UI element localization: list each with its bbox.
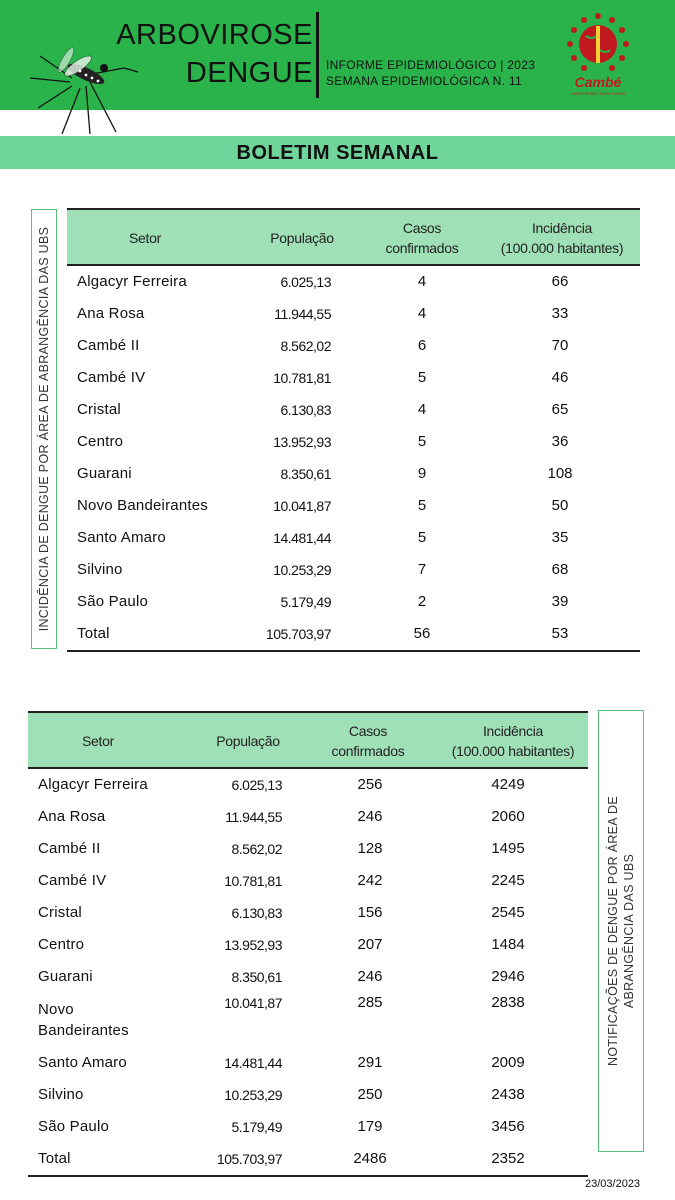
cell-incidencia: 108: [547, 465, 573, 482]
cell-populacao: 8.350,61: [231, 969, 282, 985]
cell-setor: Silvino: [38, 1086, 84, 1103]
table-row: [28, 1111, 588, 1143]
notifications-table: [28, 711, 588, 1177]
table-row: [28, 897, 588, 929]
cell-populacao: 11.944,55: [225, 809, 282, 825]
col-header-casos-line1: Casos: [348, 723, 388, 739]
col-header-casos: [362, 210, 482, 266]
table1-side-label: INCIDÊNCIA DE DENGUE POR ÁREA DE ABRANGÊNCIA DAS UBS: [37, 226, 51, 632]
cell-casos: 207: [357, 936, 383, 953]
cell-setor: Cambé II: [77, 337, 140, 354]
cell-populacao: 8.350,61: [280, 466, 331, 482]
logo-subtext: UM GOVERNO PARA TODOS: [570, 91, 626, 96]
table-header: [67, 208, 640, 266]
col-header-incidencia: [487, 210, 637, 266]
cell-casos: 250: [357, 1086, 383, 1103]
table-row: [67, 586, 640, 618]
cell-incidencia: 53: [551, 625, 569, 642]
cell-setor: Centro: [38, 936, 85, 953]
table2-side-label-box: [598, 710, 644, 1152]
cell-setor: Centro: [77, 433, 124, 450]
cell-casos: 246: [357, 968, 383, 985]
cell-casos: 246: [357, 808, 383, 825]
cell-incidencia: 2838: [491, 994, 525, 1011]
table-row: [28, 1079, 588, 1111]
table-row-total: [28, 1143, 588, 1175]
cell-populacao: 8.562,02: [280, 338, 331, 354]
cell-populacao: 10.041,87: [224, 995, 282, 1011]
col-header-casos-line2: confirmados: [385, 240, 459, 256]
report-date: 23/03/2023: [585, 1178, 641, 1190]
cell-setor: Santo Amaro: [77, 529, 166, 546]
cell-incidencia: 68: [551, 561, 569, 578]
cell-setor: Total: [77, 625, 110, 642]
header-bar: [0, 0, 675, 110]
cell-populacao: 5.179,49: [280, 594, 331, 610]
cell-incidencia: 35: [551, 529, 569, 546]
cell-setor: Santo Amaro: [38, 1054, 127, 1071]
col-header-casos-line2: confirmados: [331, 743, 405, 759]
table-row: [67, 554, 640, 586]
cell-populacao: 10.041,87: [273, 498, 331, 514]
table-row: [67, 298, 640, 330]
cell-incidencia: 2946: [491, 968, 525, 985]
cell-populacao: 6.130,83: [231, 905, 282, 921]
logo-text: Cambé: [574, 74, 622, 90]
table-row: [67, 426, 640, 458]
cell-populacao: 14.481,44: [273, 530, 331, 546]
bulletin-banner: BOLETIM SEMANAL: [0, 136, 675, 169]
cell-setor: São Paulo: [38, 1118, 110, 1135]
table-row: [67, 490, 640, 522]
cell-casos: 2: [417, 593, 427, 610]
cell-casos: 291: [357, 1054, 383, 1071]
cell-populacao: 5.179,49: [231, 1119, 282, 1135]
cell-casos: 242: [357, 872, 383, 889]
cell-setor: Ana Rosa: [38, 808, 106, 825]
cell-populacao: 11.944,55: [274, 306, 331, 322]
report-info: [326, 57, 535, 89]
cell-populacao: 6.025,13: [280, 274, 331, 290]
cell-setor: Guarani: [77, 465, 132, 482]
table-row: [28, 1047, 588, 1079]
cell-casos: 128: [357, 840, 383, 857]
cell-incidencia: 50: [551, 497, 569, 514]
cell-setor: Cambé IV: [38, 872, 107, 889]
title-divider: [316, 12, 319, 98]
cell-casos: 4: [417, 305, 427, 322]
cell-populacao: 10.781,81: [224, 873, 282, 889]
cell-casos: 5: [417, 529, 427, 546]
incidence-table: [67, 208, 640, 652]
cell-populacao: 14.481,44: [224, 1055, 282, 1071]
cell-incidencia: 33: [551, 305, 569, 322]
cell-populacao: 10.253,29: [224, 1087, 282, 1103]
col-header-populacao: População: [216, 733, 280, 749]
cell-casos: 5: [417, 497, 427, 514]
cell-populacao: 13.952,93: [224, 937, 282, 953]
cell-populacao: 105.703,97: [265, 626, 331, 642]
cell-casos: 156: [357, 904, 383, 921]
table-row: [67, 522, 640, 554]
table1-side-label-box: [31, 209, 57, 649]
cell-incidencia: 2009: [491, 1054, 525, 1071]
col-header-incidencia-line1: Incidência: [531, 220, 593, 236]
col-header-incidencia: [438, 713, 588, 769]
col-header-casos: [308, 713, 428, 769]
table-row: [67, 362, 640, 394]
cell-setor: Ana Rosa: [77, 305, 145, 322]
col-header-incidencia-line2: (100.000 habitantes): [451, 743, 575, 759]
title-dengue: DENGUE: [185, 57, 313, 89]
col-header-populacao: População: [270, 230, 334, 246]
cell-setor: Guarani: [38, 968, 93, 985]
cell-casos: 6: [417, 337, 427, 354]
cell-incidencia: 36: [551, 433, 569, 450]
col-header-setor: Setor: [129, 230, 161, 246]
cell-setor: Cristal: [77, 401, 121, 418]
cell-casos: 56: [413, 625, 431, 642]
cell-setor: Cambé II: [38, 840, 101, 857]
cell-populacao: 10.253,29: [273, 562, 331, 578]
report-info-line1: INFORME EPIDEMIOLÓGICO | 2023: [326, 58, 536, 72]
col-header-setor: Setor: [82, 733, 114, 749]
table-body: [67, 266, 640, 652]
table-row: [28, 929, 588, 961]
table-row-total: [67, 618, 640, 650]
cell-setor: Cristal: [38, 904, 82, 921]
cell-populacao: 8.562,02: [231, 841, 282, 857]
table-row: [67, 330, 640, 362]
cell-setor: Novo Bandeirantes: [38, 1001, 129, 1039]
cell-setor: Silvino: [77, 561, 123, 578]
cell-casos: 5: [417, 369, 427, 386]
cell-populacao: 13.952,93: [273, 434, 331, 450]
cell-casos: 179: [357, 1118, 383, 1135]
col-header-incidencia-line2: (100.000 habitantes): [500, 240, 624, 256]
cell-incidencia: 66: [551, 273, 569, 290]
cell-incidencia: 39: [551, 593, 569, 610]
table-body: [28, 769, 588, 1177]
cell-incidencia: 2352: [491, 1150, 525, 1167]
table-row: [28, 801, 588, 833]
cell-setor: São Paulo: [77, 593, 149, 610]
cell-populacao: 105.703,97: [216, 1151, 282, 1167]
cell-incidencia: 3456: [491, 1118, 525, 1135]
cell-incidencia: 2245: [491, 872, 525, 889]
cell-casos: 4: [417, 401, 427, 418]
cell-casos: 256: [357, 776, 383, 793]
cell-setor: Total: [38, 1150, 71, 1167]
table-row: [28, 833, 588, 865]
table-row: [67, 266, 640, 298]
cell-casos: 4: [417, 273, 427, 290]
cell-incidencia: 65: [551, 401, 569, 418]
table-row: [28, 993, 588, 1047]
cell-setor: Cambé IV: [77, 369, 146, 386]
cell-setor: Novo Bandeirantes: [77, 497, 208, 514]
cell-casos: 9: [417, 465, 427, 482]
cell-casos: 5: [417, 433, 427, 450]
table-row: [28, 865, 588, 897]
cell-incidencia: 1495: [491, 840, 525, 857]
title-block: [95, 16, 313, 92]
cell-setor: Algacyr Ferreira: [77, 273, 187, 290]
cell-populacao: 6.130,83: [280, 402, 331, 418]
table-row: [28, 769, 588, 801]
cell-casos: 2486: [353, 1150, 387, 1167]
cell-incidencia: 2545: [491, 904, 525, 921]
cell-populacao: 10.781,81: [273, 370, 331, 386]
cell-casos: 285: [357, 994, 383, 1011]
cell-incidencia: 46: [551, 369, 569, 386]
cell-incidencia: 1484: [491, 936, 525, 953]
table-header: [28, 711, 588, 769]
cell-incidencia: 2060: [491, 808, 525, 825]
table-row: [67, 394, 640, 426]
cell-casos: 7: [417, 561, 427, 578]
cell-incidencia: 70: [551, 337, 569, 354]
col-header-casos-line1: Casos: [402, 220, 442, 236]
cell-incidencia: 4249: [491, 776, 525, 793]
report-info-line2: SEMANA EPIDEMIOLÓGICA N. 11: [326, 74, 522, 88]
cell-setor: Algacyr Ferreira: [38, 776, 148, 793]
title-arbovirose: ARBOVIROSE: [116, 19, 313, 51]
table2-side-label: NOTIFICAÇÕES DE DENGUE POR ÁREA DE ABRANGÊNCIA DAS UBS: [606, 796, 636, 1066]
table-row: [67, 458, 640, 490]
cell-populacao: 6.025,13: [231, 777, 282, 793]
col-header-incidencia-line1: Incidência: [482, 723, 544, 739]
cell-incidencia: 2438: [491, 1086, 525, 1103]
